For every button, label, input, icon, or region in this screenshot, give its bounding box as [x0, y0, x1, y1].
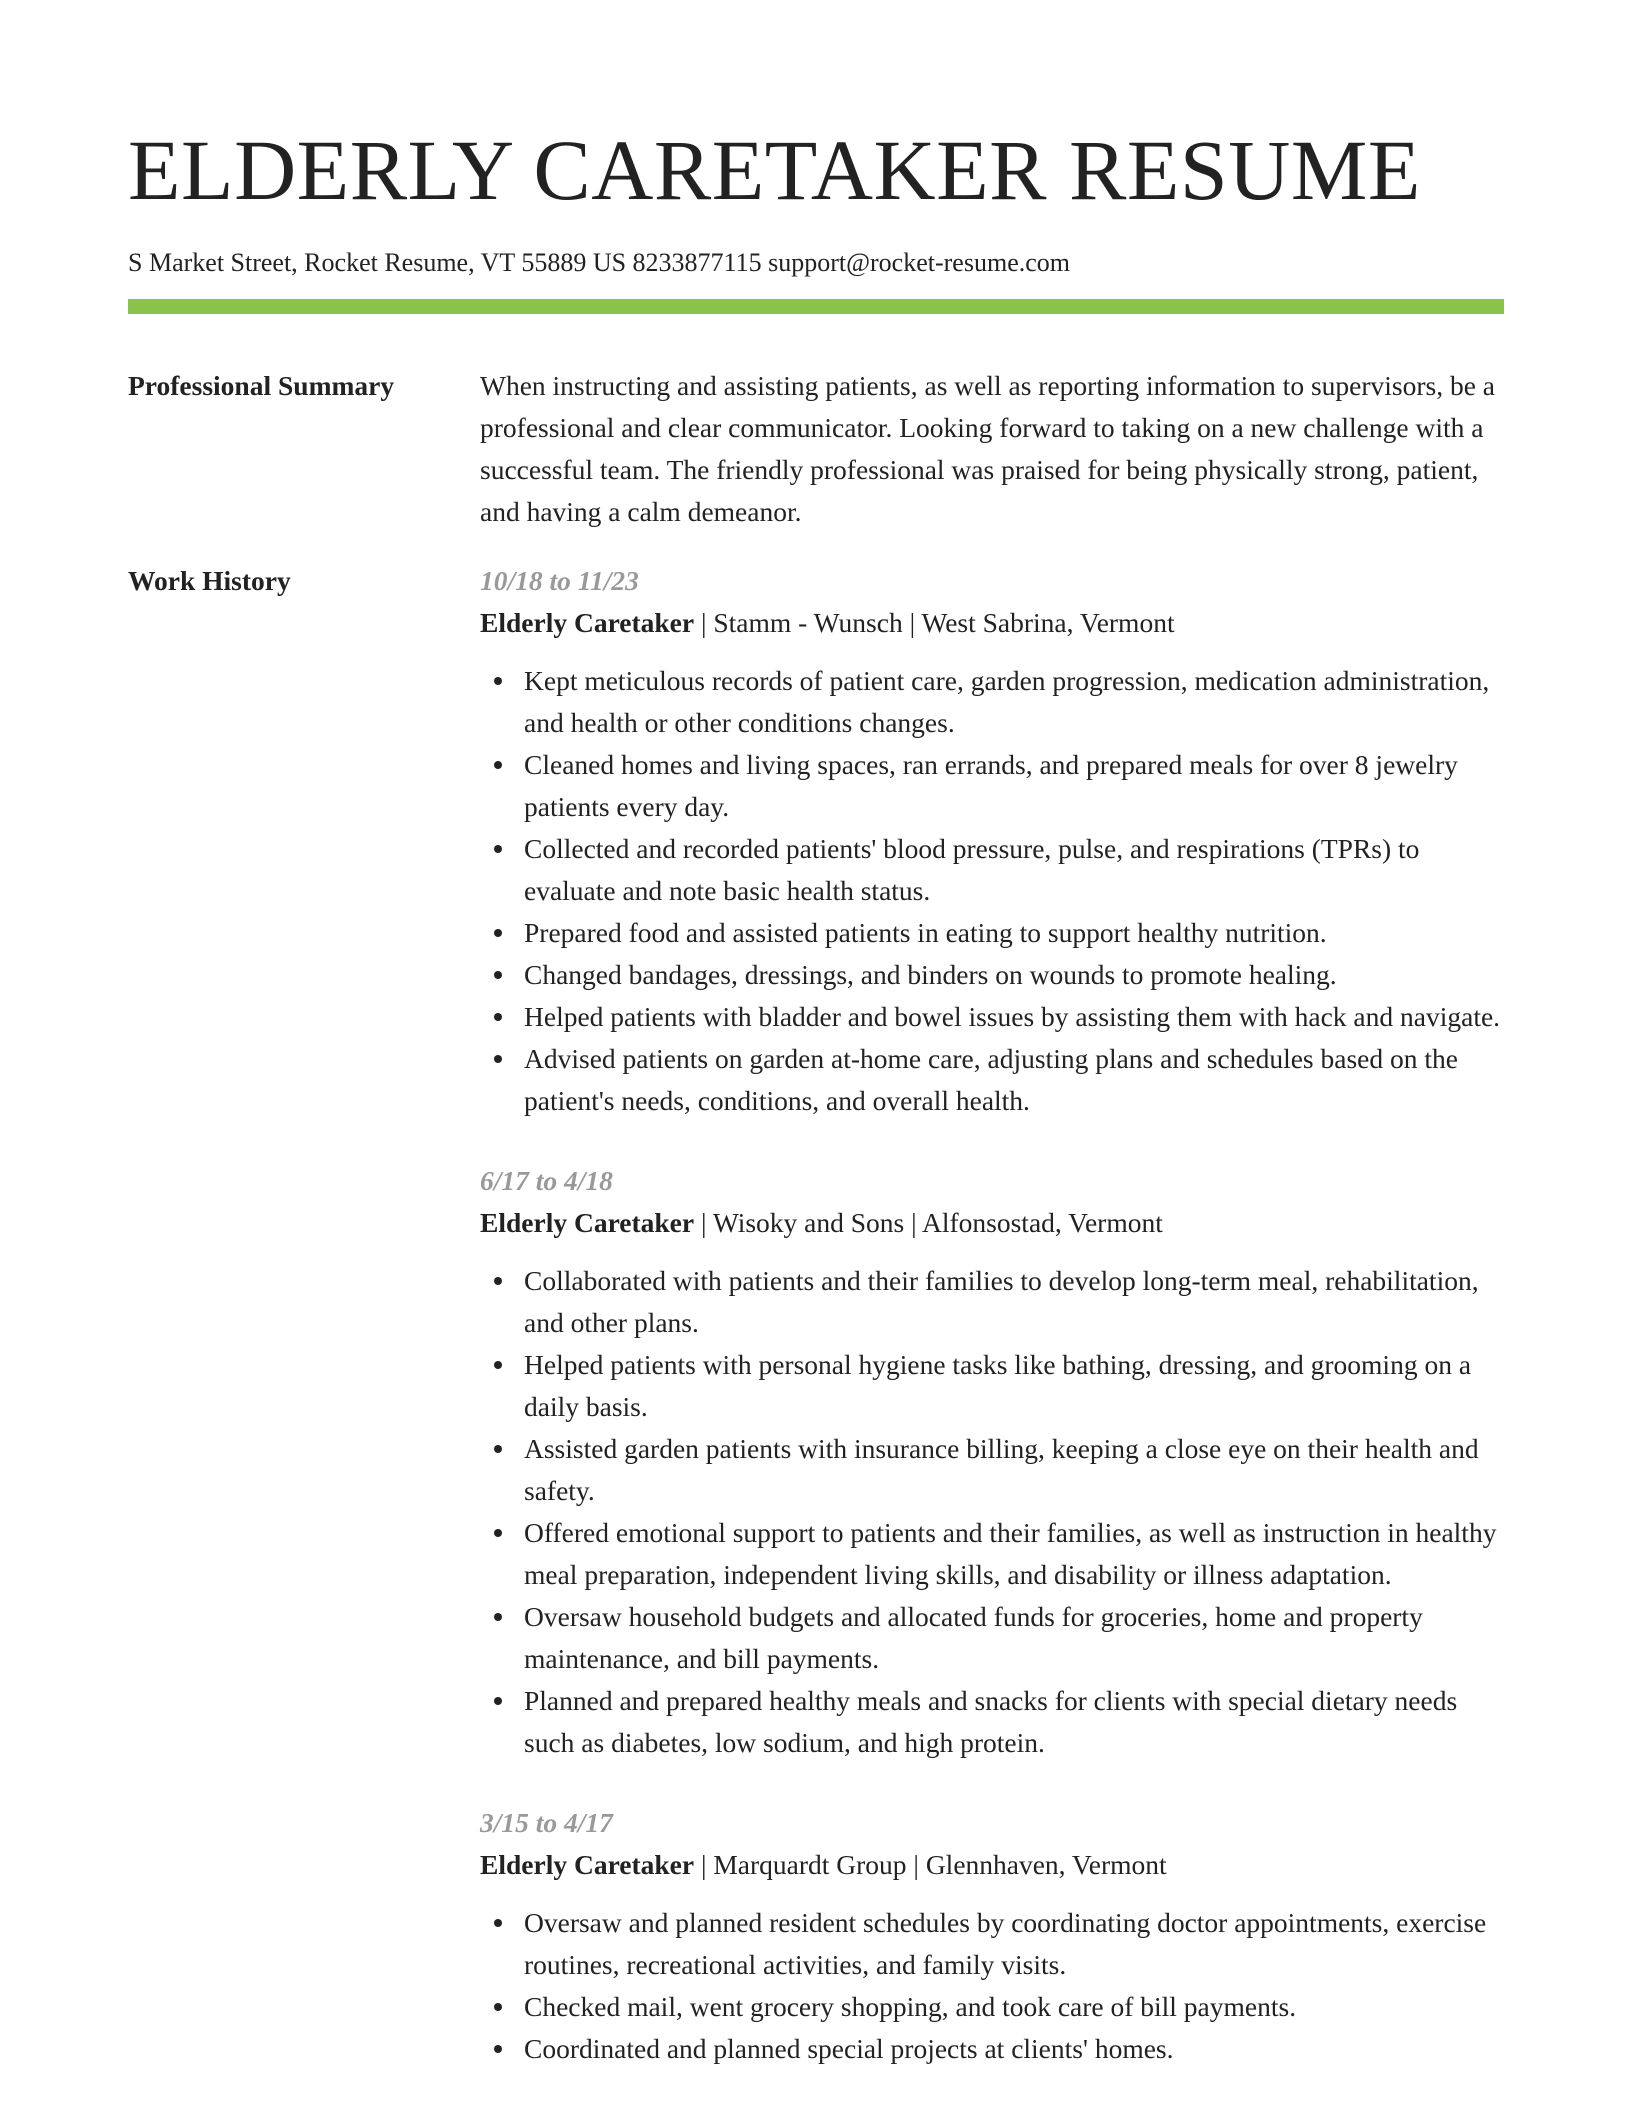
job-bullet-list — [480, 1902, 1504, 2070]
resume-page — [128, 0, 1504, 2108]
bullet-dot-icon — [494, 1529, 502, 1537]
contact-info: S Market Street, Rocket Resume, VT 55889 US 8233877115 support@rocket-resume.com — [128, 248, 1070, 277]
job-dates: 6/17 to 4/18 — [480, 1165, 613, 1196]
job-bullet — [524, 1986, 1504, 2028]
job-bullet — [524, 1344, 1504, 1428]
job-bullet — [524, 1260, 1504, 1344]
job-bullet — [524, 1680, 1504, 1764]
job-employer-location: | Wisoky and Sons | Alfonsostad, Vermont — [694, 1207, 1163, 1238]
bullet-dot-icon — [494, 1919, 502, 1927]
job-bullet — [524, 1902, 1504, 1986]
job-bullet-text: Oversaw and planned resident schedules by coordinating doctor appointments, exercise routines, recreational activities, and family visits. — [524, 1907, 1487, 1980]
job-bullet — [524, 1428, 1504, 1512]
bullet-dot-icon — [494, 971, 502, 979]
job-employer-location: | Marquardt Group | Glennhaven, Vermont — [694, 1849, 1167, 1880]
work-history-body — [480, 560, 1504, 2108]
job-bullet-text: Changed bandages, dressings, and binders on wounds to promote healing. — [524, 959, 1337, 990]
job-bullet — [524, 912, 1504, 954]
bullet-dot-icon — [494, 1613, 502, 1621]
job-heading — [480, 1202, 1504, 1244]
job-bullet — [524, 744, 1504, 828]
bullet-dot-icon — [494, 2045, 502, 2053]
bullet-dot-icon — [494, 2003, 502, 2011]
job-bullet — [524, 996, 1504, 1038]
job-entry — [480, 1160, 1504, 1764]
bullet-dot-icon — [494, 1277, 502, 1285]
job-title: Elderly Caretaker — [480, 1207, 695, 1238]
job-bullet-text: Cleaned homes and living spaces, ran errands, and prepared meals for over 8 jewelry patients every day. — [524, 749, 1458, 822]
bullet-dot-icon — [494, 845, 502, 853]
job-bullet-text: Kept meticulous records of patient care, garden progression, medication administration, and health or other conditions changes. — [524, 665, 1490, 738]
job-bullet-text: Planned and prepared healthy meals and snacks for clients with special dietary needs such as diabetes, low sodium, and high protein. — [524, 1685, 1458, 1758]
work-history-section — [128, 560, 1504, 2108]
job-bullet-text: Collected and recorded patients' blood pressure, pulse, and respirations (TPRs) to evaluate and note basic health status. — [524, 833, 1420, 906]
professional-summary-section — [128, 365, 1504, 533]
job-bullet-text: Helped patients with personal hygiene tasks like bathing, dressing, and grooming on a daily basis. — [524, 1349, 1472, 1422]
bullet-dot-icon — [494, 677, 502, 685]
bullet-dot-icon — [494, 1361, 502, 1369]
job-bullet — [524, 828, 1504, 912]
section-label-work-history: Work History — [128, 565, 291, 596]
job-bullet-text: Oversaw household budgets and allocated funds for groceries, home and property maintenance, and bill payments. — [524, 1601, 1423, 1674]
bullet-dot-icon — [494, 1445, 502, 1453]
job-bullet-text: Assisted garden patients with insurance billing, keeping a close eye on their health and safety. — [524, 1433, 1479, 1506]
job-bullet — [524, 1038, 1504, 1122]
bullet-dot-icon — [494, 1013, 502, 1021]
job-bullet — [524, 1512, 1504, 1596]
section-label-summary: Professional Summary — [128, 370, 395, 401]
bullet-dot-icon — [494, 929, 502, 937]
job-title: Elderly Caretaker — [480, 1849, 695, 1880]
job-bullet-text: Offered emotional support to patients and their families, as well as instruction in healthy meal preparation, independent living skills, and disability or illness adaptation. — [524, 1517, 1497, 1590]
job-dates: 3/15 to 4/17 — [480, 1807, 613, 1838]
resume-title: ELDERLY CARETAKER RESUME — [128, 122, 1421, 218]
job-bullet-list — [480, 660, 1504, 1122]
job-dates: 10/18 to 11/23 — [480, 565, 639, 596]
summary-text: When instructing and assisting patients, as well as reporting information to supervisors, be a professional and clear communicator. Looking forward to taking on a new challenge with a successful team. The friendly professional was praised for being physically strong, patient, and having a calm demeanor. — [480, 370, 1496, 527]
job-bullet-text: Advised patients on garden at-home care, adjusting plans and schedules based on the patient's needs, conditions, and overall health. — [524, 1043, 1458, 1116]
job-entry — [480, 1802, 1504, 2070]
job-bullet-text: Checked mail, went grocery shopping, and took care of bill payments. — [524, 1991, 1297, 2022]
job-heading — [480, 602, 1504, 644]
summary-body — [480, 365, 1504, 533]
job-bullet-text: Helped patients with bladder and bowel issues by assisting them with hack and navigate. — [524, 1001, 1501, 1032]
job-employer-location: | Stamm - Wunsch | West Sabrina, Vermont — [694, 607, 1175, 638]
job-bullet-list — [480, 1260, 1504, 1764]
job-bullet-text: Prepared food and assisted patients in eating to support healthy nutrition. — [524, 917, 1327, 948]
job-bullet — [524, 954, 1504, 996]
job-heading — [480, 1844, 1504, 1886]
job-title: Elderly Caretaker — [480, 607, 695, 638]
job-bullet — [524, 2028, 1504, 2070]
job-entry — [480, 560, 1504, 1122]
job-bullet-text: Collaborated with patients and their families to develop long-term meal, rehabilitation, and other plans. — [524, 1265, 1479, 1338]
job-bullet — [524, 660, 1504, 744]
bullet-dot-icon — [494, 761, 502, 769]
job-bullet-text: Coordinated and planned special projects at clients' homes. — [524, 2033, 1174, 2064]
job-bullet — [524, 1596, 1504, 1680]
header-divider — [128, 299, 1504, 314]
bullet-dot-icon — [494, 1055, 502, 1063]
bullet-dot-icon — [494, 1697, 502, 1705]
